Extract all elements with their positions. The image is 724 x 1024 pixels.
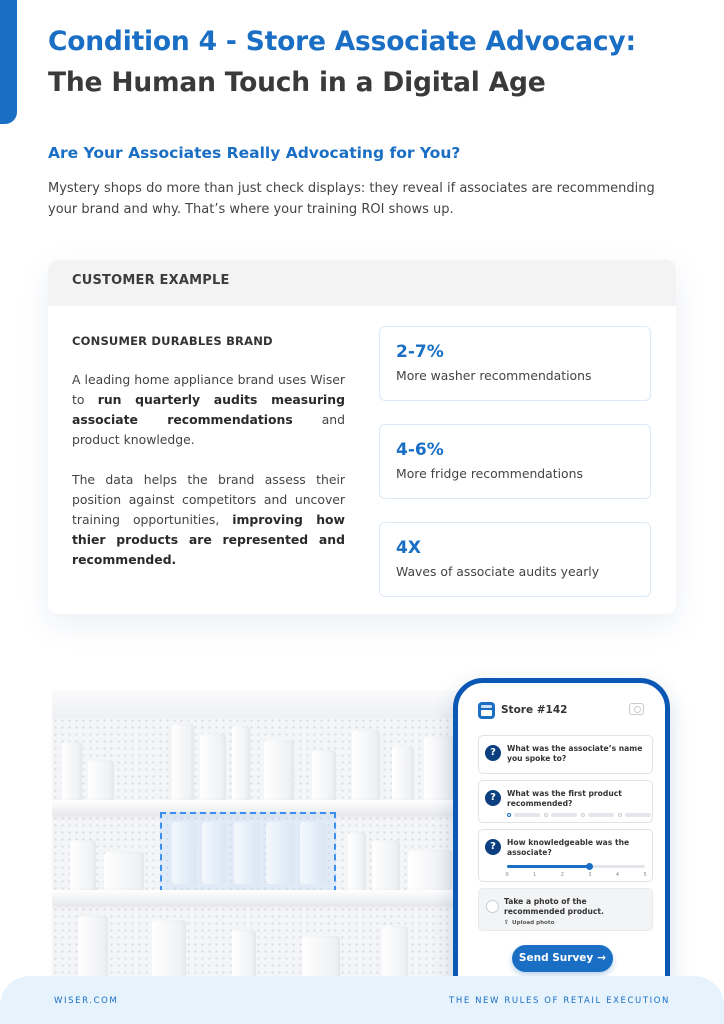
product-bottle	[70, 840, 96, 890]
footer-website: WISER.COM	[54, 996, 119, 1006]
product-bottle	[104, 852, 144, 890]
product-bottle	[408, 850, 452, 890]
scale-tick-label: 3	[588, 872, 592, 878]
p2-start: The data helps the brand assess their position against competitors and uncover training opportunities,	[72, 472, 345, 527]
customer-example-card	[48, 260, 676, 614]
option-bar	[625, 813, 651, 817]
upload-photo-link[interactable]	[504, 919, 554, 926]
product-bottle	[200, 734, 226, 800]
question-icon: ?	[485, 839, 501, 855]
p1-start: A leading home appliance brand uses Wiser to	[72, 372, 345, 407]
survey-question-associate-name[interactable]	[478, 735, 653, 774]
upload-icon: ⇪	[504, 919, 510, 926]
stat-value: 4X	[396, 538, 421, 558]
stat-value: 2-7%	[396, 342, 444, 362]
scale-tick-label: 0	[505, 872, 509, 878]
corner-accent-bar	[0, 0, 17, 124]
store-name: Store #142	[501, 704, 568, 716]
photo-upload-task[interactable]	[478, 888, 653, 931]
slider-fill	[507, 865, 590, 868]
stat-label: More washer recommendations	[396, 368, 592, 383]
survey-question-first-product[interactable]	[478, 780, 653, 823]
question-icon: ?	[485, 745, 501, 761]
slider-knob[interactable]	[586, 863, 593, 870]
example-paragraph-2	[72, 470, 345, 570]
stat-label: More fridge recommendations	[396, 466, 583, 481]
stat-value: 4-6%	[396, 440, 444, 460]
p1-bold: run quarterly audits measuring associate recommendations	[72, 392, 345, 427]
option-bar	[514, 813, 540, 817]
question-text: How knowledgeable was the associate?	[507, 838, 630, 857]
highlighted-product	[172, 822, 196, 884]
intro-paragraph: Mystery shops do more than just check displays: they reveal if associates are recommending your brand and why. That’s where your training ROI shows up.	[48, 181, 655, 217]
send-survey-button[interactable]	[512, 945, 613, 972]
option-radio[interactable]	[544, 813, 548, 817]
product-bottle	[172, 724, 194, 800]
example-paragraph-1	[72, 370, 345, 450]
scale-tick-label: 2	[560, 872, 564, 878]
footer-tagline: THE NEW RULES OF RETAIL EXECUTION	[449, 996, 670, 1006]
answer-options	[507, 813, 647, 818]
product-bottle	[88, 760, 114, 800]
rating-slider[interactable]	[507, 865, 645, 868]
highlighted-product-area	[160, 812, 336, 892]
option-radio-selected[interactable]	[507, 813, 511, 817]
card-header: CUSTOMER EXAMPLE	[48, 260, 676, 306]
product-bottle	[232, 726, 250, 800]
highlighted-product	[234, 822, 260, 884]
question-text: What was the first product recommended?	[507, 789, 622, 808]
product-bottle	[372, 840, 400, 890]
question-text: What was the associate’s name you spoke to?	[507, 744, 643, 763]
upload-label: Upload photo	[512, 920, 555, 926]
scale-tick-label: 5	[643, 872, 647, 878]
phone-survey-mockup	[453, 678, 670, 1008]
product-bottle	[348, 832, 366, 890]
product-bottle	[312, 750, 336, 800]
task-radio[interactable]	[486, 900, 499, 913]
stat-card-washer	[379, 326, 651, 401]
arrow-right-icon: →	[597, 952, 607, 964]
option-bar	[588, 813, 614, 817]
shelf-board	[52, 890, 467, 904]
product-bottle	[424, 736, 454, 800]
section-subheading: Are Your Associates Really Advocating for You?	[48, 144, 461, 162]
send-survey-label: Send Survey	[518, 952, 594, 964]
p1-end: and product knowledge.	[72, 412, 345, 447]
highlighted-product	[266, 822, 294, 884]
stat-card-fridge	[379, 424, 651, 499]
survey-question-knowledge[interactable]	[478, 829, 653, 882]
page-title-line1: Condition 4 - Store Associate Advocacy:	[48, 26, 636, 57]
stat-label: Waves of associate audits yearly	[396, 564, 600, 579]
product-bottle	[352, 730, 380, 800]
option-radio[interactable]	[618, 813, 622, 817]
highlighted-product	[202, 822, 226, 884]
product-bottle	[392, 746, 414, 800]
slider-scale	[507, 872, 645, 880]
scale-tick-label: 1	[533, 872, 537, 878]
shelf-top-header	[52, 690, 467, 718]
page-footer	[0, 976, 724, 1024]
page-title-line2: The Human Touch in a Digital Age	[48, 67, 546, 98]
p2-bold: improving how thier products are represented and recommended.	[72, 512, 345, 567]
brand-label: CONSUMER DURABLES BRAND	[72, 334, 273, 348]
option-radio[interactable]	[581, 813, 585, 817]
product-bottle	[264, 740, 294, 800]
question-icon: ?	[485, 790, 501, 806]
highlighted-product	[300, 822, 326, 884]
stat-card-audits	[379, 522, 651, 597]
option-bar	[551, 813, 577, 817]
photo-task-text: Take a photo of the recommended product.	[504, 897, 604, 916]
scale-tick-label: 4	[615, 872, 620, 878]
camera-icon[interactable]	[629, 703, 644, 715]
product-bottle	[62, 742, 82, 800]
store-icon	[478, 702, 495, 719]
store-shelf-illustration	[52, 690, 467, 990]
